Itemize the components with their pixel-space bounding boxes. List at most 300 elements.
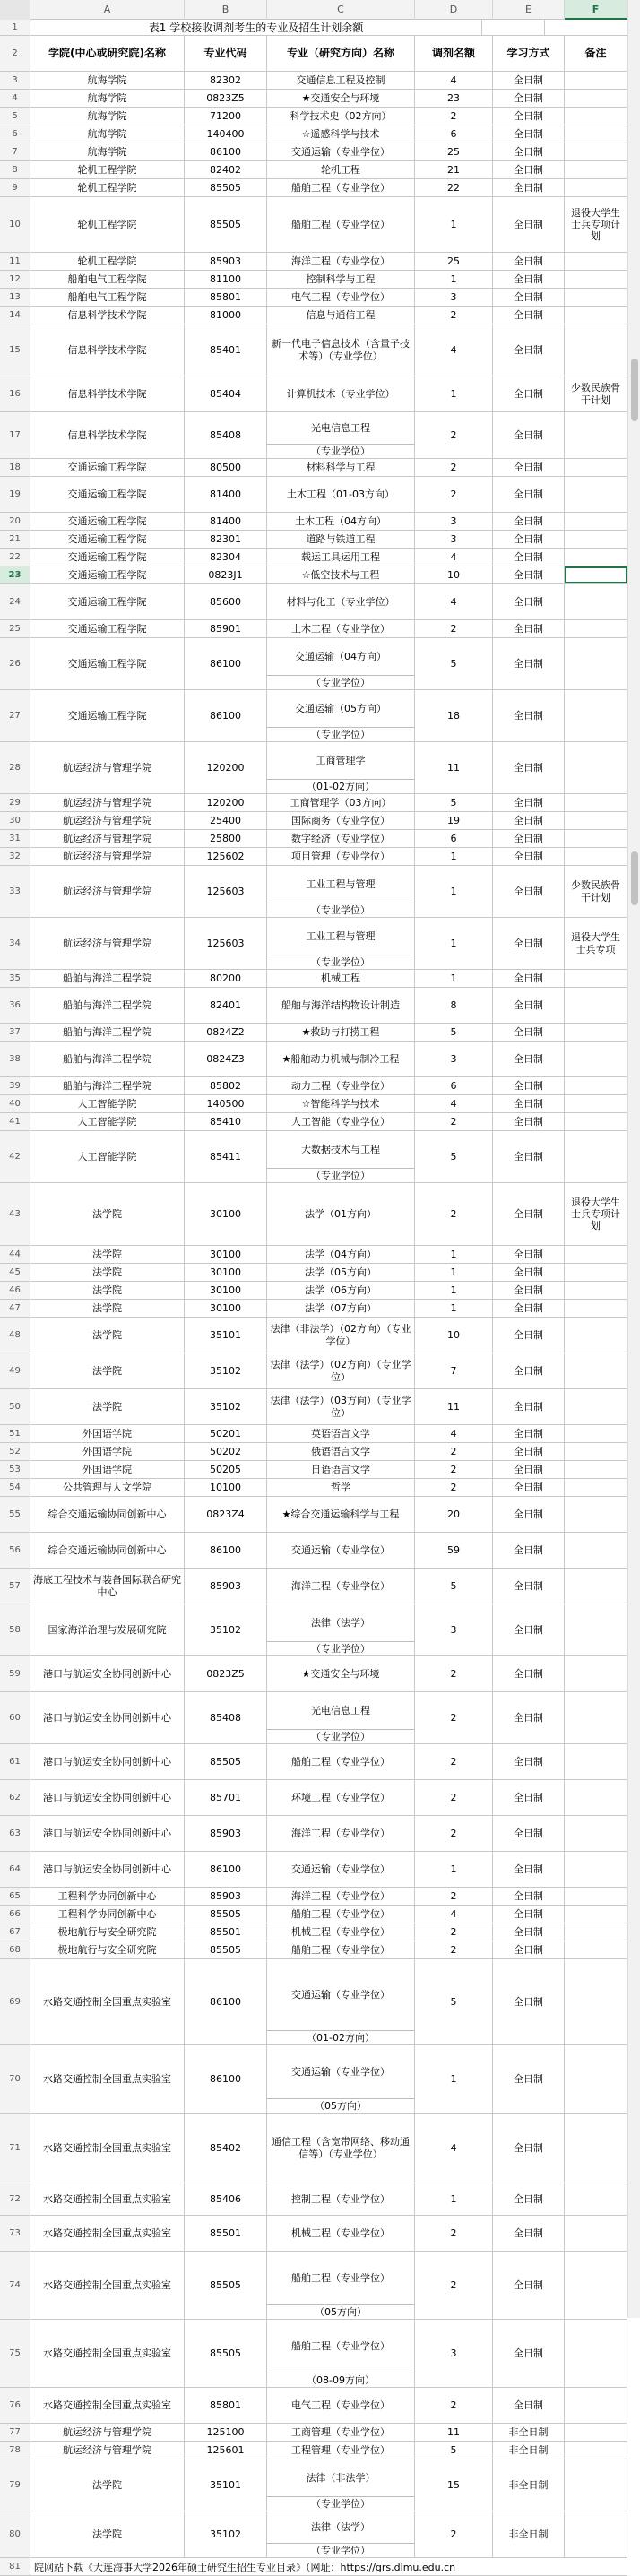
study-mode-cell[interactable]: 全日制 (493, 108, 565, 125)
major-cell[interactable]: 动力工程（专业学位） (267, 1077, 415, 1094)
college-cell[interactable]: 航海学院 (30, 108, 185, 125)
study-mode-cell[interactable]: 全日制 (493, 1425, 565, 1442)
code-cell[interactable]: 85402 (185, 2114, 267, 2183)
major-cell[interactable]: 法律（法学）（02方向）（专业学位） (267, 1353, 415, 1388)
remark-cell[interactable] (565, 830, 627, 847)
college-cell[interactable]: 水路交通控制全国重点实验室 (30, 2216, 185, 2251)
remark-cell[interactable] (565, 690, 627, 741)
college-cell[interactable]: 法学院 (30, 1353, 185, 1388)
major-cell[interactable]: 项目管理（专业学位） (267, 848, 415, 865)
major-cell[interactable]: ☆低空技术与工程 (267, 566, 415, 583)
row-header[interactable]: 30 (0, 812, 30, 829)
quota-cell[interactable]: 25 (415, 143, 493, 160)
code-cell[interactable]: 85505 (185, 1906, 267, 1923)
code-cell[interactable]: 85903 (185, 253, 267, 270)
major-cell[interactable]: 海洋工程（专业学位） (267, 253, 415, 270)
major-cell[interactable]: 土木工程（04方向） (267, 513, 415, 530)
college-cell[interactable]: 航运经济与管理学院 (30, 848, 185, 865)
row-header[interactable]: 2 (0, 36, 30, 71)
remark-cell[interactable] (565, 812, 627, 829)
study-mode-cell[interactable]: 全日制 (493, 1095, 565, 1112)
college-cell[interactable]: 极地航行与安全研究院 (30, 1923, 185, 1941)
quota-cell[interactable]: 2 (415, 307, 493, 324)
major-cell[interactable] (267, 690, 415, 741)
study-mode-cell[interactable]: 全日制 (493, 531, 565, 548)
quota-cell[interactable]: 3 (415, 1042, 493, 1076)
major-cell[interactable] (267, 1692, 415, 1743)
college-cell[interactable]: 港口与航运安全协同创新中心 (30, 1852, 185, 1887)
major-cell[interactable]: 轮机工程 (267, 161, 415, 178)
code-cell[interactable]: 85901 (185, 620, 267, 637)
remark-cell[interactable] (565, 477, 627, 512)
major-cell[interactable]: 交通运输（专业学位） (267, 1852, 415, 1887)
study-mode-cell[interactable]: 全日制 (493, 584, 565, 619)
study-mode-cell[interactable]: 全日制 (493, 1569, 565, 1604)
major-cell[interactable] (267, 2511, 415, 2557)
major-cell[interactable]: 俄语语言文学 (267, 1443, 415, 1460)
major-cell[interactable]: 海洋工程（专业学位） (267, 1569, 415, 1604)
study-mode-cell[interactable]: 全日制 (493, 1246, 565, 1263)
quota-cell[interactable]: 8 (415, 988, 493, 1023)
row-header[interactable]: 57 (0, 1569, 30, 1604)
major-cell[interactable]: 土木工程（专业学位） (267, 620, 415, 637)
quota-cell[interactable]: 1 (415, 1300, 493, 1317)
row-header[interactable]: 64 (0, 1852, 30, 1887)
quota-cell[interactable]: 5 (415, 1569, 493, 1604)
code-cell[interactable]: 35102 (185, 1353, 267, 1388)
row-header[interactable]: 13 (0, 289, 30, 306)
quota-cell[interactable]: 6 (415, 830, 493, 847)
college-cell[interactable]: 法学院 (30, 1264, 185, 1281)
remark-cell[interactable] (565, 1077, 627, 1094)
remark-cell[interactable] (565, 742, 627, 793)
code-cell[interactable]: 85410 (185, 1113, 267, 1130)
major-cell[interactable]: 日语语言文学 (267, 1461, 415, 1478)
major-cell[interactable]: ☆遥感科学与技术 (267, 125, 415, 143)
major-cell[interactable]: 道路与铁道工程 (267, 531, 415, 548)
remark-cell[interactable] (565, 1425, 627, 1442)
code-cell[interactable]: 85505 (185, 2320, 267, 2387)
major-cell[interactable]: 船舶工程（专业学位） (267, 1941, 415, 1958)
row-header[interactable]: 66 (0, 1906, 30, 1923)
remark-cell[interactable] (565, 271, 627, 288)
remark-cell[interactable] (565, 1443, 627, 1460)
remark-cell[interactable] (565, 1959, 627, 2044)
row-header[interactable]: 49 (0, 1353, 30, 1388)
code-cell[interactable]: 35101 (185, 1318, 267, 1353)
row-header[interactable]: 70 (0, 2045, 30, 2113)
row-header[interactable]: 77 (0, 2424, 30, 2441)
major-cell[interactable]: 工程管理（专业学位） (267, 2442, 415, 2459)
major-cell[interactable]: 通信工程（含宽带网络、移动通信等）（专业学位） (267, 2114, 415, 2183)
major-cell[interactable]: 人工智能（专业学位） (267, 1113, 415, 1130)
column-header-f[interactable]: F (565, 0, 627, 20)
quota-cell[interactable]: 2 (415, 459, 493, 476)
quota-cell[interactable]: 10 (415, 566, 493, 583)
row-header[interactable]: 52 (0, 1443, 30, 1460)
quota-cell[interactable]: 2 (415, 1923, 493, 1941)
college-cell[interactable]: 船舶与海洋工程学院 (30, 988, 185, 1023)
row-header[interactable]: 28 (0, 742, 30, 793)
select-all-corner[interactable] (0, 0, 30, 20)
quota-cell[interactable]: 5 (415, 1959, 493, 2044)
code-cell[interactable]: 50201 (185, 1425, 267, 1442)
code-cell[interactable]: 50202 (185, 1443, 267, 1460)
study-mode-cell[interactable]: 全日制 (493, 794, 565, 811)
remark-cell[interactable] (565, 848, 627, 865)
table-title-cell[interactable]: 表1 学校接收调剂考生的专业及招生计划余额 (30, 20, 482, 35)
study-mode-cell[interactable]: 全日制 (493, 1264, 565, 1281)
major-cell[interactable] (267, 2045, 415, 2113)
college-cell[interactable]: 国家海洋治理与发展研究院 (30, 1604, 185, 1655)
major-cell[interactable]: 海洋工程（专业学位） (267, 1888, 415, 1905)
major-cell[interactable]: 法学（04方向） (267, 1246, 415, 1263)
college-cell[interactable]: 水路交通控制全国重点实验室 (30, 2183, 185, 2215)
code-cell[interactable]: 71200 (185, 108, 267, 125)
remark-cell[interactable] (565, 1780, 627, 1815)
major-cell[interactable]: 哲学 (267, 1479, 415, 1496)
row-header[interactable]: 63 (0, 1816, 30, 1851)
row-header[interactable]: 22 (0, 549, 30, 566)
major-cell[interactable]: 法学（01方向） (267, 1183, 415, 1245)
code-cell[interactable]: 85903 (185, 1569, 267, 1604)
major-cell[interactable]: 电气工程（专业学位） (267, 289, 415, 306)
college-cell[interactable]: 信息科学技术学院 (30, 376, 185, 411)
major-cell[interactable]: 法学（06方向） (267, 1282, 415, 1299)
study-mode-cell[interactable]: 非全日制 (493, 2511, 565, 2557)
quota-cell[interactable]: 5 (415, 794, 493, 811)
row-header[interactable]: 18 (0, 459, 30, 476)
row-header[interactable]: 76 (0, 2388, 30, 2423)
quota-cell[interactable]: 20 (415, 1497, 493, 1532)
code-cell[interactable]: 85903 (185, 1816, 267, 1851)
study-mode-cell[interactable]: 全日制 (493, 638, 565, 689)
code-cell[interactable]: 85501 (185, 2216, 267, 2251)
quota-cell[interactable]: 1 (415, 1264, 493, 1281)
footer-note-cell[interactable]: 院网站下载《大连海事大学2026年硕士研究生招生专业目录》（网址：https://grs.dlmu.edu.cn (34, 2561, 456, 2573)
study-mode-cell[interactable]: 全日制 (493, 1692, 565, 1743)
quota-cell[interactable]: 2 (415, 412, 493, 458)
major-cell[interactable]: ★船舶动力机械与制冷工程 (267, 1042, 415, 1076)
remark-cell[interactable] (565, 970, 627, 987)
college-cell[interactable]: 人工智能学院 (30, 1113, 185, 1130)
quota-cell[interactable]: 3 (415, 513, 493, 530)
college-cell[interactable]: 交通运输工程学院 (30, 459, 185, 476)
study-mode-cell[interactable]: 全日制 (493, 1959, 565, 2044)
quota-cell[interactable]: 2 (415, 1888, 493, 1905)
college-cell[interactable]: 人工智能学院 (30, 1131, 185, 1182)
remark-cell[interactable] (565, 1042, 627, 1076)
remark-cell[interactable] (565, 1744, 627, 1779)
row-header[interactable]: 41 (0, 1113, 30, 1130)
code-cell[interactable]: 86100 (185, 1852, 267, 1887)
college-cell[interactable]: 人工智能学院 (30, 1095, 185, 1112)
quota-cell[interactable]: 11 (415, 1389, 493, 1424)
quota-cell[interactable]: 1 (415, 918, 493, 969)
college-cell[interactable]: 外国语学院 (30, 1443, 185, 1460)
study-mode-cell[interactable]: 全日制 (493, 866, 565, 917)
code-cell[interactable]: 85802 (185, 1077, 267, 1094)
college-cell[interactable]: 航海学院 (30, 143, 185, 160)
college-cell[interactable]: 法学院 (30, 2459, 185, 2511)
remark-cell[interactable] (565, 161, 627, 178)
study-mode-cell[interactable]: 全日制 (493, 918, 565, 969)
college-cell[interactable]: 信息科学技术学院 (30, 324, 185, 376)
major-cell[interactable]: 土木工程（01-03方向） (267, 477, 415, 512)
major-cell[interactable]: 交通运输（专业学位） (267, 143, 415, 160)
major-cell[interactable] (267, 412, 415, 458)
college-cell[interactable]: 法学院 (30, 1282, 185, 1299)
remark-cell[interactable] (565, 108, 627, 125)
study-mode-cell[interactable]: 非全日制 (493, 2442, 565, 2459)
college-cell[interactable]: 综合交通运输协同创新中心 (30, 1533, 185, 1568)
study-mode-cell[interactable]: 全日制 (493, 1443, 565, 1460)
college-cell[interactable]: 信息科学技术学院 (30, 412, 185, 458)
row-header[interactable]: 39 (0, 1077, 30, 1094)
code-cell[interactable]: 0823Z5 (185, 90, 267, 107)
study-mode-cell[interactable]: 全日制 (493, 197, 565, 252)
code-cell[interactable]: 0823J1 (185, 566, 267, 583)
row-header[interactable]: 3 (0, 72, 30, 89)
code-cell[interactable]: 85505 (185, 1744, 267, 1779)
quota-cell[interactable]: 1 (415, 970, 493, 987)
major-cell[interactable] (267, 2320, 415, 2387)
remark-cell[interactable] (565, 584, 627, 619)
quota-cell[interactable]: 2 (415, 1656, 493, 1691)
quota-cell[interactable]: 22 (415, 179, 493, 196)
study-mode-cell[interactable]: 全日制 (493, 1852, 565, 1887)
code-cell[interactable]: 35102 (185, 1604, 267, 1655)
major-cell[interactable]: 控制工程（专业学位） (267, 2183, 415, 2215)
header-quota[interactable]: 调剂名额 (415, 36, 493, 71)
code-cell[interactable]: 82302 (185, 72, 267, 89)
study-mode-cell[interactable]: 全日制 (493, 1533, 565, 1568)
code-cell[interactable]: 81000 (185, 307, 267, 324)
remark-cell[interactable] (565, 2114, 627, 2183)
study-mode-cell[interactable]: 全日制 (493, 812, 565, 829)
study-mode-cell[interactable]: 全日制 (493, 2114, 565, 2183)
college-cell[interactable]: 海底工程技术与装备国际联合研究中心 (30, 1569, 185, 1604)
remark-cell[interactable] (565, 412, 627, 458)
row-header[interactable]: 25 (0, 620, 30, 637)
row-header[interactable]: 56 (0, 1533, 30, 1568)
quota-cell[interactable]: 2 (415, 477, 493, 512)
code-cell[interactable]: 125603 (185, 918, 267, 969)
study-mode-cell[interactable]: 全日制 (493, 179, 565, 196)
code-cell[interactable]: 80200 (185, 970, 267, 987)
remark-cell[interactable] (565, 513, 627, 530)
major-cell[interactable]: 法学（05方向） (267, 1264, 415, 1281)
code-cell[interactable]: 0823Z5 (185, 1656, 267, 1691)
code-cell[interactable]: 86100 (185, 143, 267, 160)
study-mode-cell[interactable]: 全日制 (493, 2388, 565, 2423)
study-mode-cell[interactable]: 全日制 (493, 412, 565, 458)
remark-cell[interactable] (565, 1816, 627, 1851)
study-mode-cell[interactable]: 全日制 (493, 1906, 565, 1923)
study-mode-cell[interactable]: 全日制 (493, 1353, 565, 1388)
row-header[interactable]: 58 (0, 1604, 30, 1655)
remark-cell[interactable] (565, 2511, 627, 2557)
remark-cell[interactable] (565, 1282, 627, 1299)
study-mode-cell[interactable]: 全日制 (493, 125, 565, 143)
study-mode-cell[interactable]: 全日制 (493, 2045, 565, 2113)
study-mode-cell[interactable]: 全日制 (493, 690, 565, 741)
major-cell[interactable]: 船舶工程（专业学位） (267, 197, 415, 252)
remark-cell[interactable] (565, 1264, 627, 1281)
college-cell[interactable]: 水路交通控制全国重点实验室 (30, 1959, 185, 2044)
major-cell[interactable] (267, 1604, 415, 1655)
major-cell[interactable]: 新一代电子信息技术（含量子技术等）（专业学位） (267, 324, 415, 376)
major-cell[interactable]: ★交通安全与环境 (267, 90, 415, 107)
study-mode-cell[interactable]: 全日制 (493, 1042, 565, 1076)
row-header[interactable]: 16 (0, 376, 30, 411)
row-header[interactable]: 8 (0, 161, 30, 178)
row-header[interactable]: 20 (0, 513, 30, 530)
college-cell[interactable]: 航运经济与管理学院 (30, 918, 185, 969)
college-cell[interactable]: 法学院 (30, 1318, 185, 1353)
row-header[interactable]: 35 (0, 970, 30, 987)
quota-cell[interactable]: 19 (415, 812, 493, 829)
study-mode-cell[interactable]: 全日制 (493, 271, 565, 288)
quota-cell[interactable]: 25 (415, 253, 493, 270)
row-header[interactable]: 40 (0, 1095, 30, 1112)
scrollbar-thumb-secondary[interactable] (631, 851, 638, 905)
code-cell[interactable]: 30100 (185, 1282, 267, 1299)
major-cell[interactable] (267, 2459, 415, 2511)
quota-cell[interactable]: 21 (415, 161, 493, 178)
study-mode-cell[interactable]: 全日制 (493, 376, 565, 411)
header-code[interactable]: 专业代码 (185, 36, 267, 71)
study-mode-cell[interactable]: 全日制 (493, 830, 565, 847)
college-cell[interactable]: 法学院 (30, 1246, 185, 1263)
study-mode-cell[interactable]: 全日制 (493, 1497, 565, 1532)
code-cell[interactable]: 86100 (185, 638, 267, 689)
quota-cell[interactable]: 1 (415, 376, 493, 411)
row-header[interactable]: 23 (0, 566, 30, 583)
code-cell[interactable]: 85411 (185, 1131, 267, 1182)
remark-cell[interactable] (565, 125, 627, 143)
college-cell[interactable]: 航海学院 (30, 72, 185, 89)
major-cell[interactable]: 交通信息工程及控制 (267, 72, 415, 89)
row-header[interactable]: 65 (0, 1888, 30, 1905)
remark-cell[interactable] (565, 2045, 627, 2113)
code-cell[interactable]: 125601 (185, 2442, 267, 2459)
quota-cell[interactable]: 2 (415, 1113, 493, 1130)
column-header-d[interactable]: D (415, 0, 493, 20)
quota-cell[interactable]: 5 (415, 1024, 493, 1041)
quota-cell[interactable]: 1 (415, 197, 493, 252)
quota-cell[interactable]: 2 (415, 1816, 493, 1851)
study-mode-cell[interactable]: 全日制 (493, 1300, 565, 1317)
row-header[interactable]: 62 (0, 1780, 30, 1815)
study-mode-cell[interactable]: 全日制 (493, 1923, 565, 1941)
column-header-c[interactable]: C (267, 0, 415, 20)
college-cell[interactable]: 港口与航运安全协同创新中心 (30, 1656, 185, 1691)
code-cell[interactable]: 10100 (185, 1479, 267, 1496)
college-cell[interactable]: 工程科学协同创新中心 (30, 1906, 185, 1923)
college-cell[interactable]: 轮机工程学院 (30, 253, 185, 270)
selected-cell[interactable] (565, 566, 627, 583)
row-header[interactable]: 19 (0, 477, 30, 512)
code-cell[interactable]: 120200 (185, 742, 267, 793)
row-header[interactable]: 71 (0, 2114, 30, 2183)
row-header[interactable]: 15 (0, 324, 30, 376)
college-cell[interactable]: 船舶电气工程学院 (30, 271, 185, 288)
major-cell[interactable]: 工商管理（专业学位） (267, 2424, 415, 2441)
major-cell[interactable]: 法律（法学）（03方向）（专业学位） (267, 1389, 415, 1424)
row-header[interactable]: 46 (0, 1282, 30, 1299)
code-cell[interactable]: 81400 (185, 513, 267, 530)
college-cell[interactable]: 交通运输工程学院 (30, 531, 185, 548)
code-cell[interactable]: 30100 (185, 1246, 267, 1263)
row-header[interactable]: 11 (0, 253, 30, 270)
row-header[interactable]: 21 (0, 531, 30, 548)
code-cell[interactable]: 85903 (185, 1888, 267, 1905)
quota-cell[interactable]: 4 (415, 2114, 493, 2183)
remark-cell[interactable] (565, 1300, 627, 1317)
study-mode-cell[interactable]: 全日制 (493, 1816, 565, 1851)
college-cell[interactable]: 公共管理与人文学院 (30, 1479, 185, 1496)
row-header[interactable]: 45 (0, 1264, 30, 1281)
quota-cell[interactable]: 4 (415, 72, 493, 89)
study-mode-cell[interactable]: 全日制 (493, 161, 565, 178)
code-cell[interactable]: 125603 (185, 866, 267, 917)
code-cell[interactable]: 85401 (185, 324, 267, 376)
study-mode-cell[interactable]: 全日制 (493, 1604, 565, 1655)
college-cell[interactable]: 船舶与海洋工程学院 (30, 1077, 185, 1094)
code-cell[interactable]: 30100 (185, 1300, 267, 1317)
study-mode-cell[interactable]: 全日制 (493, 1941, 565, 1958)
quota-cell[interactable]: 2 (415, 2216, 493, 2251)
row-header[interactable]: 36 (0, 988, 30, 1023)
remark-cell[interactable] (565, 2388, 627, 2423)
quota-cell[interactable]: 2 (415, 108, 493, 125)
code-cell[interactable]: 35101 (185, 2459, 267, 2511)
quota-cell[interactable]: 1 (415, 271, 493, 288)
college-cell[interactable]: 航运经济与管理学院 (30, 866, 185, 917)
study-mode-cell[interactable]: 全日制 (493, 1131, 565, 1182)
row-header[interactable]: 68 (0, 1941, 30, 1958)
remark-cell[interactable]: 退役大学生士兵专项计划 (565, 1183, 627, 1245)
quota-cell[interactable]: 1 (415, 1246, 493, 1263)
row-header[interactable]: 60 (0, 1692, 30, 1743)
cell[interactable] (482, 20, 545, 35)
remark-cell[interactable] (565, 1569, 627, 1604)
remark-cell[interactable] (565, 1604, 627, 1655)
study-mode-cell[interactable]: 非全日制 (493, 2424, 565, 2441)
college-cell[interactable]: 交通运输工程学院 (30, 549, 185, 566)
code-cell[interactable]: 85801 (185, 2388, 267, 2423)
code-cell[interactable]: 85408 (185, 1692, 267, 1743)
quota-cell[interactable]: 11 (415, 742, 493, 793)
quota-cell[interactable]: 6 (415, 1077, 493, 1094)
remark-cell[interactable] (565, 2183, 627, 2215)
study-mode-cell[interactable]: 全日制 (493, 549, 565, 566)
row-header[interactable]: 37 (0, 1024, 30, 1041)
row-header[interactable]: 1 (0, 20, 30, 35)
study-mode-cell[interactable]: 全日制 (493, 2216, 565, 2251)
major-cell[interactable] (267, 918, 415, 969)
code-cell[interactable]: 0824Z2 (185, 1024, 267, 1041)
header-college[interactable]: 学院(中心或研究院)名称 (30, 36, 185, 71)
study-mode-cell[interactable]: 非全日制 (493, 2459, 565, 2511)
row-header[interactable]: 48 (0, 1318, 30, 1353)
code-cell[interactable]: 125602 (185, 848, 267, 865)
row-header[interactable]: 53 (0, 1461, 30, 1478)
quota-cell[interactable]: 10 (415, 1318, 493, 1353)
college-cell[interactable]: 水路交通控制全国重点实验室 (30, 2252, 185, 2319)
code-cell[interactable]: 85501 (185, 1923, 267, 1941)
